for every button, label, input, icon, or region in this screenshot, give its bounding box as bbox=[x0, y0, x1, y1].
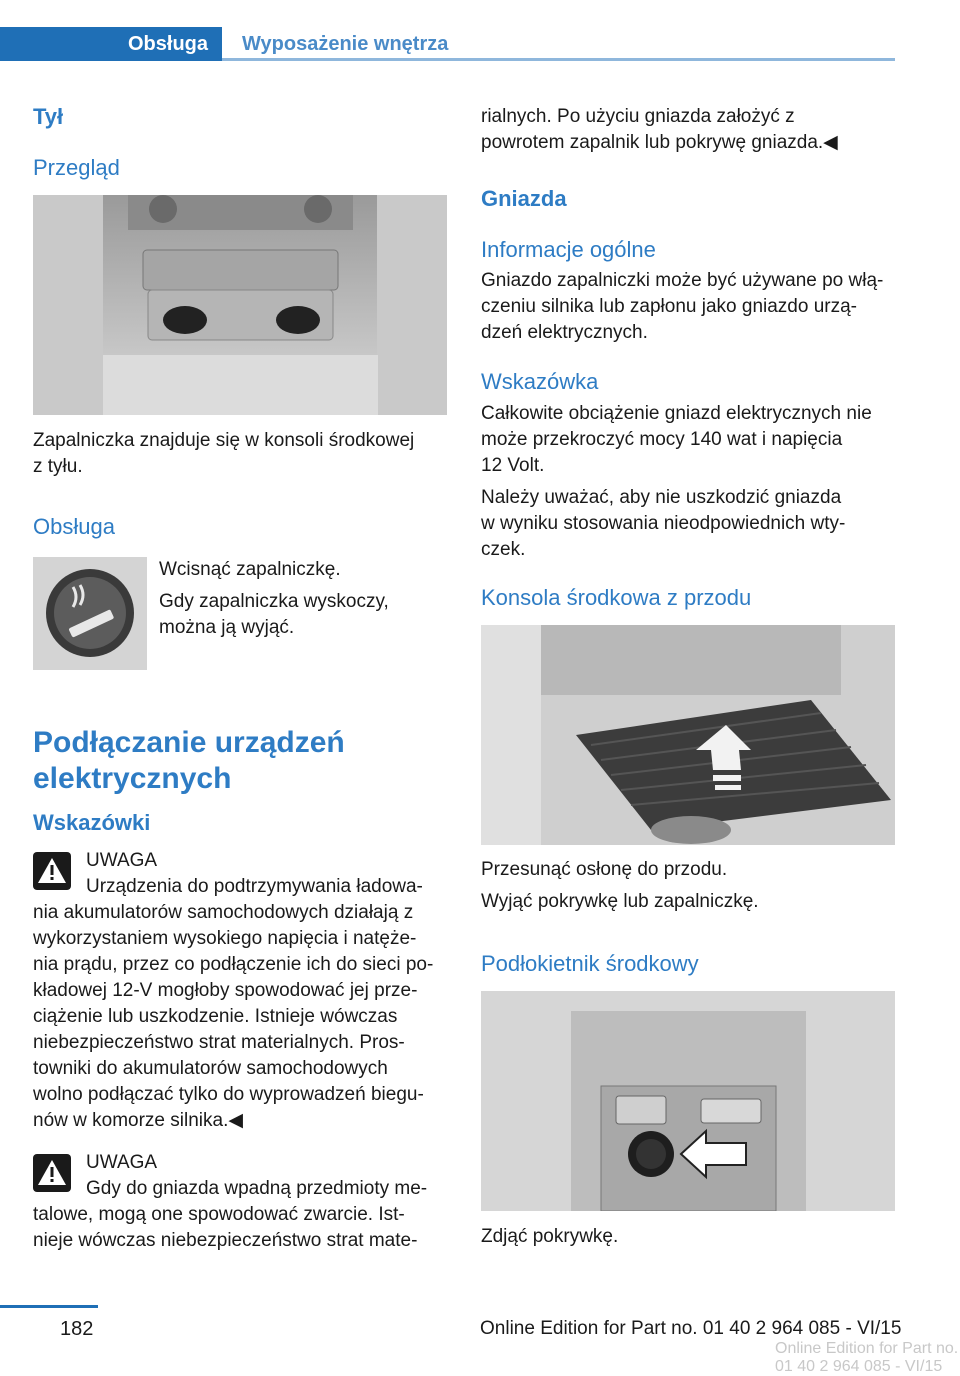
warning-icon bbox=[33, 852, 71, 890]
wsk-line-0: Całkowite obciążenie gniazd elektrycznych nie bbox=[481, 403, 872, 424]
warning1-line-4: kładowej 12-V mogłoby spowodować jej prze- bbox=[33, 980, 418, 1001]
heading-konsola: Konsola środkowa z przodu bbox=[481, 585, 752, 610]
obsluga-text bbox=[159, 557, 389, 641]
warning2-line-0: Gdy do gniazda wpadną przedmioty me- bbox=[86, 1178, 428, 1199]
rear-console-photo bbox=[33, 195, 447, 415]
warning1-line-3: nia prądu, przez co podłączenie ich do sieci po- bbox=[33, 954, 434, 975]
warning1-line-5: ciążenie lub uszkodzenie. Istnieje wówczas bbox=[33, 1006, 398, 1027]
armrest-photo bbox=[481, 991, 895, 1211]
heading-informacje: Informacje ogólne bbox=[481, 237, 656, 262]
heading-podlaczanie-line1: Podłączanie urządzeń bbox=[33, 726, 345, 759]
konsola-line2: Wyjąć pokrywkę lub zapalniczkę. bbox=[481, 891, 759, 912]
wsk-line-2: 12 Volt. bbox=[481, 455, 545, 476]
wsk-line-1: może przekroczyć mocy 140 wat i napięcia bbox=[481, 429, 843, 450]
uw-line-2: czek. bbox=[481, 539, 526, 560]
edition-info: Online Edition for Part no. 01 40 2 964 085 - VI/15 bbox=[480, 1318, 902, 1339]
continued-line2: powrotem zapalnik lub pokrywę gniazda.◀ bbox=[481, 132, 838, 153]
obsluga-line2: Gdy zapalniczka wyskoczy, bbox=[159, 591, 389, 612]
uw-line-0: Należy uważać, aby nie uszkodzić gniazda bbox=[481, 487, 842, 508]
warning1-line-6: niebezpieczeństwo strat materialnych. Pros- bbox=[33, 1032, 405, 1053]
uw-line-1: w wyniku stosowania nieodpowiednich wty- bbox=[481, 513, 846, 534]
page-number: 182 bbox=[60, 1318, 94, 1340]
info-line-0: Gniazdo zapalniczki może być używane po włą- bbox=[481, 270, 884, 291]
heading-wskazowka: Wskazówka bbox=[481, 369, 599, 394]
heading-gniazda: Gniazda bbox=[481, 186, 567, 211]
warning2-title: UWAGA bbox=[86, 1152, 158, 1173]
warning1-line-0: Urządzenia do podtrzymywania ładowa- bbox=[86, 876, 423, 897]
warning1-line-9: nów w komorze silnika.◀ bbox=[33, 1110, 243, 1131]
info-line-2: dzeń elektrycznych. bbox=[481, 322, 648, 343]
warning1-line-2: wykorzystaniem wysokiego napięcia i natęże- bbox=[33, 928, 417, 949]
heading-podlaczanie bbox=[33, 725, 345, 797]
caption-console-line2: z tyłu. bbox=[33, 456, 83, 477]
heading-przeglad: Przegląd bbox=[33, 155, 120, 180]
front-console-photo bbox=[481, 625, 895, 845]
warning1-line-8: wolno podłączać tylko do wyprowadzeń biegu- bbox=[33, 1084, 424, 1105]
warning1-line-1: nia akumulatorów samochodowych działają z bbox=[33, 902, 414, 923]
wskazowka-text bbox=[481, 401, 872, 563]
obsluga-line1: Wcisnąć zapalniczkę. bbox=[159, 559, 341, 580]
caption-console bbox=[33, 428, 414, 480]
continued-line1: rialnych. Po użyciu gniazda założyć z bbox=[481, 106, 795, 127]
warning1-line-7: towniki do akumulatorów samochodowych bbox=[33, 1058, 388, 1079]
podlokietnik-text: Zdjąć pokrywkę. bbox=[481, 1226, 619, 1247]
konsola-line1: Przesunąć osłonę do przodu. bbox=[481, 859, 728, 880]
konsola-text bbox=[481, 857, 759, 915]
continued-text bbox=[481, 104, 838, 156]
tab-wyposazenie[interactable]: Wyposażenie wnętrza bbox=[242, 33, 449, 55]
heading-podlaczanie-line2: elektrycznych bbox=[33, 762, 232, 795]
heading-podlokietnik: Podłokietnik środkowy bbox=[481, 951, 699, 976]
warning2-line-2: nieje wówczas niebezpieczeństwo strat mate- bbox=[33, 1230, 418, 1251]
heading-wskazowki: Wskazówki bbox=[33, 810, 151, 835]
cigarette-lighter-photo bbox=[33, 557, 147, 670]
warning2-line-1: talowe, mogą one spowodować zwarcie. Ist- bbox=[33, 1204, 405, 1225]
heading-obsluga: Obsługa bbox=[33, 514, 115, 539]
heading-tyl: Tył bbox=[33, 104, 64, 129]
warning-icon bbox=[33, 1154, 71, 1192]
warning1-body bbox=[33, 900, 433, 1134]
warning2-body bbox=[33, 1202, 417, 1254]
tab-obsluga-label: Obsługa bbox=[128, 33, 209, 55]
warning1-title: UWAGA bbox=[86, 850, 158, 871]
info-text bbox=[481, 268, 883, 346]
footer-rule bbox=[0, 1305, 98, 1308]
info-line-1: czeniu silnika lub zapłonu jako gniazdo urzą- bbox=[481, 296, 858, 317]
tab-obsluga[interactable] bbox=[0, 27, 222, 61]
obsluga-line3: można ją wyjąć. bbox=[159, 617, 295, 638]
caption-console-line1: Zapalniczka znajduje się w konsoli środkowej bbox=[33, 430, 415, 451]
watermark: Online Edition for Part no. 01 40 2 964 085 - VI/15 bbox=[775, 1340, 959, 1375]
